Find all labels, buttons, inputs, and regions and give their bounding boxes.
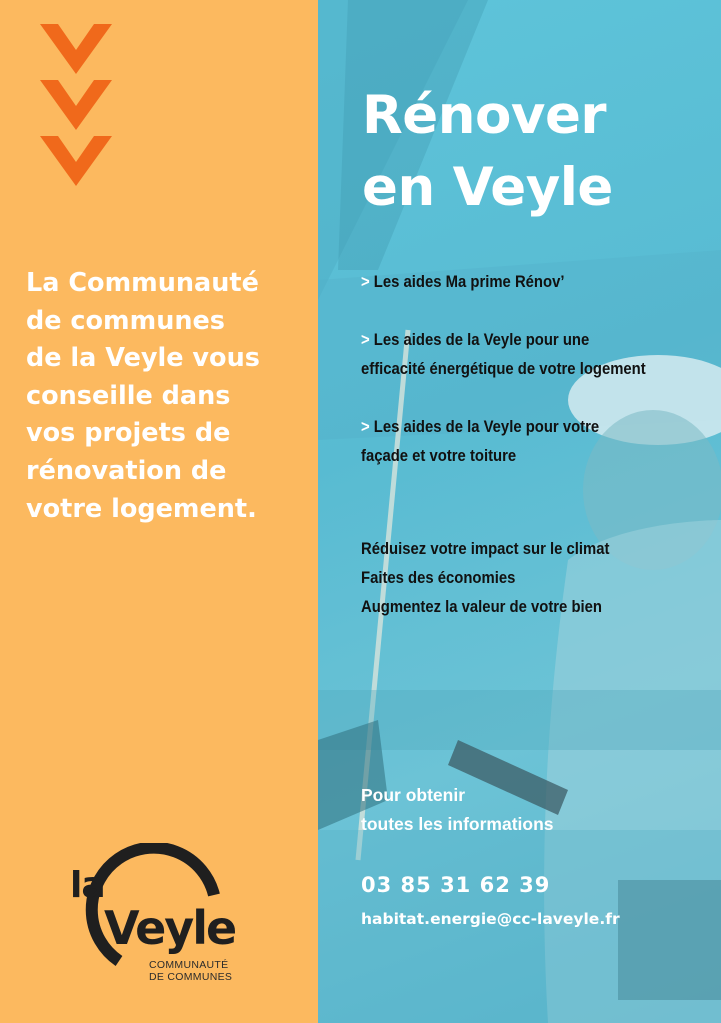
aide-item <box>361 413 649 471</box>
intro-line: de la Veyle vous <box>26 343 260 374</box>
phone-number[interactable]: 03 85 31 62 39 <box>361 873 551 897</box>
intro-line: vos projets de <box>26 418 231 449</box>
left-panel <box>0 0 318 1023</box>
title-line: en Veyle <box>362 157 613 218</box>
chevron-down-icon <box>40 136 112 186</box>
intro-line: votre logement. <box>26 493 257 524</box>
title-line: Rénover <box>362 85 607 146</box>
aide-text: Les aides de la Veyle pour une efficacité énergétique de votre logement <box>361 331 646 378</box>
intro-line: conseille dans <box>26 380 231 411</box>
aide-bullet: > <box>361 273 370 291</box>
benefit-item: Augmentez la valeur de votre bien <box>361 598 602 616</box>
logo-la: la <box>70 865 105 906</box>
intro-line: rénovation de <box>26 455 227 486</box>
intro-text <box>26 265 311 528</box>
chevron-down-icon <box>40 80 112 130</box>
logo-veyle: Veyle <box>104 901 236 955</box>
email-address[interactable]: habitat.energie@cc-laveyle.fr <box>361 910 620 928</box>
la-veyle-logo <box>64 843 254 988</box>
chevron-down-icons <box>40 24 112 186</box>
logo-subtitle-2: DE COMMUNES <box>149 971 233 983</box>
benefit-item: Réduisez votre impact sur le climat <box>361 540 610 558</box>
aide-text: Les aides Ma prime Rénov’ <box>373 273 565 291</box>
intro-line: de communes <box>26 305 225 336</box>
aide-text: Les aides de la Veyle pour votre façade et votre toiture <box>361 418 600 465</box>
aide-item <box>361 268 649 297</box>
aides-list <box>361 268 649 500</box>
logo-subtitle-1: COMMUNAUTÉ <box>149 959 229 971</box>
aide-item <box>361 326 649 384</box>
benefits-list <box>361 535 667 622</box>
contact-intro <box>361 781 554 839</box>
intro-line: La Communauté <box>26 268 259 298</box>
aide-bullet: > <box>361 418 370 436</box>
contact-intro-line: toutes les informations <box>361 814 554 834</box>
benefit-item: Faites des économies <box>361 569 516 587</box>
aide-bullet: > <box>361 331 370 349</box>
page-title <box>362 80 702 224</box>
chevron-down-icon <box>40 24 112 74</box>
contact-intro-line: Pour obtenir <box>361 785 466 805</box>
